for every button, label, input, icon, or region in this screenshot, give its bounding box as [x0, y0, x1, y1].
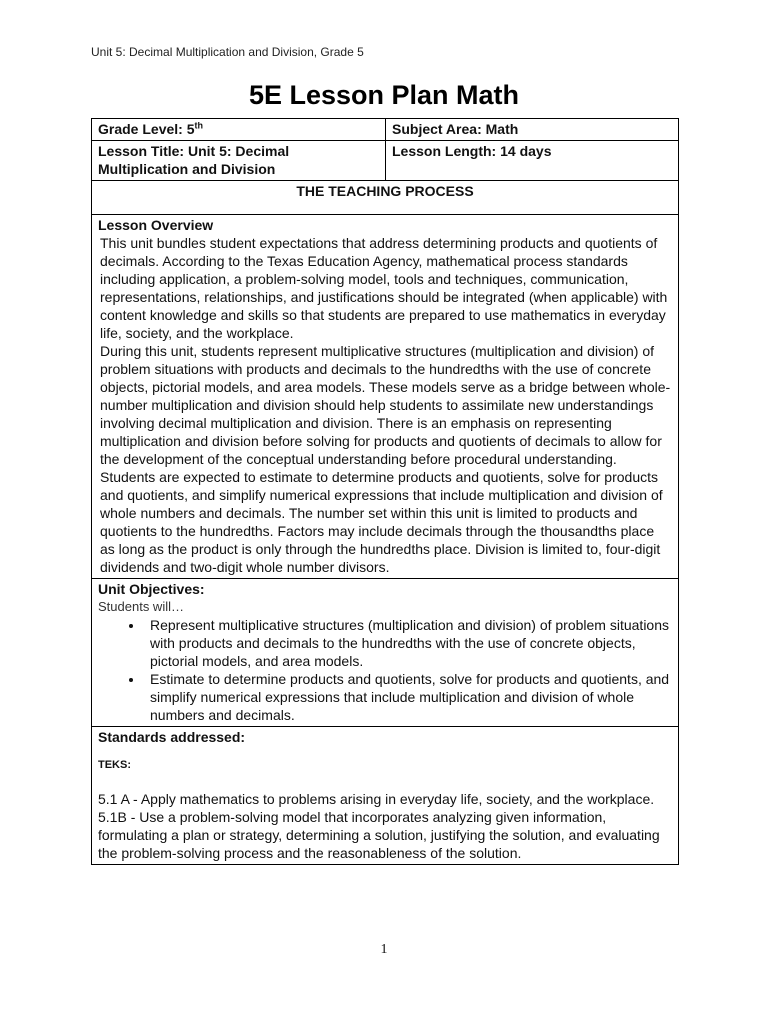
standard-5-1a: 5.1 A - Apply mathematics to problems arising in everyday life, society, and the workplace.: [98, 791, 655, 807]
subject-area-cell: Subject Area: Math: [386, 119, 679, 141]
objectives-heading: Unit Objectives:: [98, 581, 205, 597]
objectives-list: [98, 616, 672, 724]
students-will-label: Students will…: [98, 599, 184, 614]
overview-paragraph-1: This unit bundles student expectations that address determining products and quotients of decimals. According to the Texas Education Agency, mathematical process standards including application, a problem-solving model, tools and techniques, communication, representations, relationships, and justifications should be integrated (when applicable) with content knowledge and skills so that students are prepared to use mathematics in everyday life, society, and the workplace.: [100, 235, 668, 341]
teks-label: TEKS:: [98, 759, 131, 771]
lesson-plan-table: [91, 118, 679, 865]
overview-heading: Lesson Overview: [98, 217, 214, 233]
grade-level-label: Grade Level: 5: [98, 121, 195, 137]
standards-heading: Standards addressed:: [98, 729, 246, 745]
lesson-title-cell: Lesson Title: Unit 5: Decimal Multiplication and Division: [92, 141, 386, 181]
standards-cell: [92, 727, 679, 865]
document-title: 5E Lesson Plan Math: [248, 80, 520, 110]
grade-level-cell: [92, 119, 386, 141]
list-item: • Represent multiplicative structures (multiplication and division) of problem situations with products and decimals to the hundredths with the use of concrete objects, pictorial models, and area models.: [144, 616, 672, 670]
page-number: 1: [380, 942, 388, 957]
teaching-process-heading: THE TEACHING PROCESS: [92, 181, 679, 215]
overview-paragraph-2: During this unit, students represent multiplicative structures (multiplication and division) of problem situations with products and decimals to the hundredths with the use of concrete objects, pictorial models, and area models. These models serve as a bridge between whole-number multiplication and division should help students to assimilate new understandings involving decimal multiplication and division. There is an emphasis on representing multiplication and division before solving for products and quotients of decimals to allow for the development of the conceptual understanding before procedural understanding. Students are expected to estimate to determine products and quotients, solve for products and quotients, and simplify numerical expressions that include multiplication and division of whole numbers and decimals. The number set within this unit is limited to products and quotients to the hundredths. Factors may include decimals through the thousandths place as long as the product is only through the hundredths place. Division is limited to, four-digit dividends and two-digit whole number divisors.: [100, 343, 671, 575]
lesson-length-cell: Lesson Length: 14 days: [386, 141, 679, 181]
running-header: Unit 5: Decimal Multiplication and Division, Grade 5: [91, 45, 364, 59]
standard-5-1b: 5.1B - Use a problem-solving model that incorporates analyzing given information, formulating a plan or strategy, determining a solution, justifying the solution, and evaluating the problem-solving process and the reasonableness of the solution.: [98, 809, 660, 861]
grade-level-sup: th: [194, 120, 203, 131]
lesson-overview-cell: [92, 215, 679, 579]
objectives-cell: [92, 579, 679, 727]
list-item: • Estimate to determine products and quotients, solve for products and quotients, and simplify numerical expressions that include multiplication and division of whole numbers and decimals.: [144, 670, 672, 724]
